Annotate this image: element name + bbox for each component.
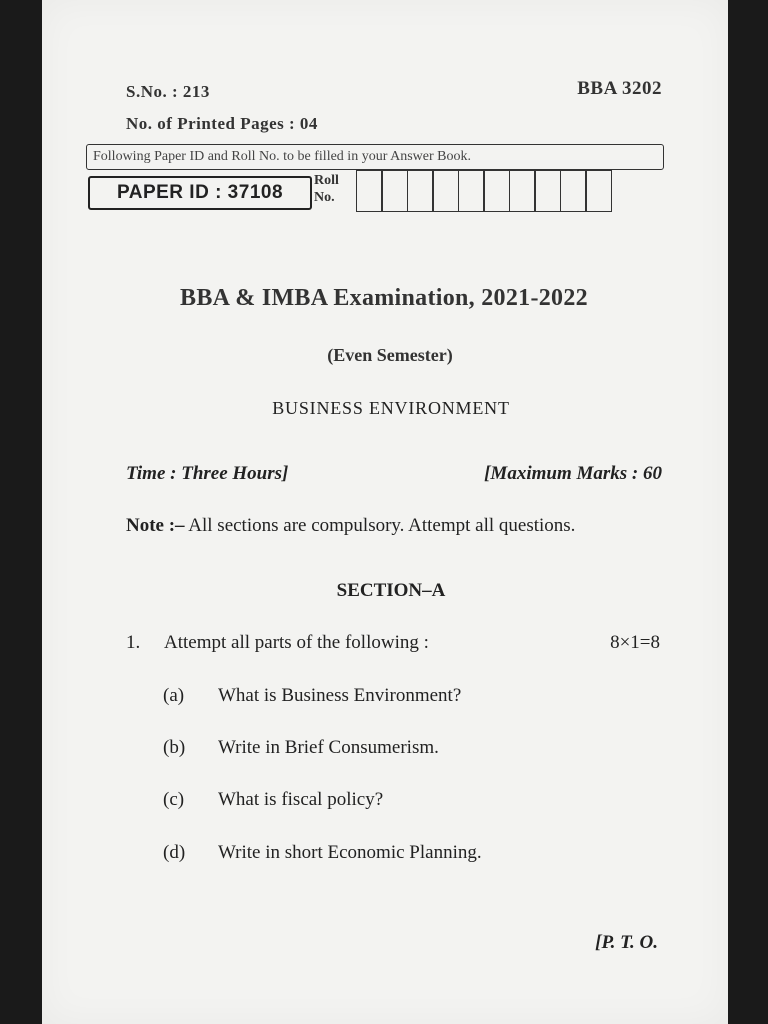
part-d-text: Write in short Economic Planning. xyxy=(218,842,482,863)
part-c-text: What is fiscal policy? xyxy=(218,789,384,810)
note xyxy=(126,515,575,537)
part-b-text: Write in Brief Consumerism. xyxy=(218,737,439,758)
maximum-marks: [Maximum Marks : 60 xyxy=(484,463,662,484)
note-label: Note :– xyxy=(126,515,185,536)
roll-number-cell xyxy=(458,170,485,212)
roll-label-line1: Roll xyxy=(314,173,339,188)
part-b-label: (b) xyxy=(163,737,186,758)
section-title: SECTION–A xyxy=(336,580,446,601)
roll-number-cell xyxy=(381,170,408,212)
serial-number: S.No. : 213 xyxy=(126,82,210,101)
semester: (Even Semester) xyxy=(327,345,453,365)
roll-number-cell xyxy=(534,170,561,212)
part-c-label: (c) xyxy=(163,789,185,810)
roll-number-cell xyxy=(407,170,434,212)
course-code: BBA 3202 xyxy=(577,78,662,99)
subject-title: BUSINESS ENVIRONMENT xyxy=(272,398,510,418)
roll-label xyxy=(314,172,339,206)
time-allowed: Time : Three Hours] xyxy=(126,463,289,484)
roll-number-cell xyxy=(560,170,587,212)
roll-number-cells xyxy=(357,170,612,212)
roll-label-line2: No. xyxy=(314,190,335,205)
part-d-label: (d) xyxy=(163,842,186,863)
question-text: Attempt all parts of the following : xyxy=(164,632,429,653)
question-marks: 8×1=8 xyxy=(610,632,660,653)
question-number: 1. xyxy=(126,632,141,653)
roll-number-cell xyxy=(432,170,459,212)
roll-number-cell xyxy=(509,170,536,212)
printed-pages: No. of Printed Pages : 04 xyxy=(126,114,318,133)
roll-number-cell xyxy=(483,170,510,212)
id-instruction: Following Paper ID and Roll No. to be filled in your Answer Book. xyxy=(86,144,664,170)
note-text: All sections are compulsory. Attempt all questions. xyxy=(188,515,576,536)
part-a-text: What is Business Environment? xyxy=(218,685,462,706)
exam-title: BBA & IMBA Examination, 2021-2022 xyxy=(180,285,588,311)
please-turn-over: [P. T. O. xyxy=(595,932,658,953)
roll-number-cell xyxy=(356,170,383,212)
roll-number-cell xyxy=(585,170,612,212)
paper-id-box xyxy=(86,144,666,216)
part-a-label: (a) xyxy=(163,685,185,706)
paper-id: PAPER ID : 37108 xyxy=(88,176,312,210)
